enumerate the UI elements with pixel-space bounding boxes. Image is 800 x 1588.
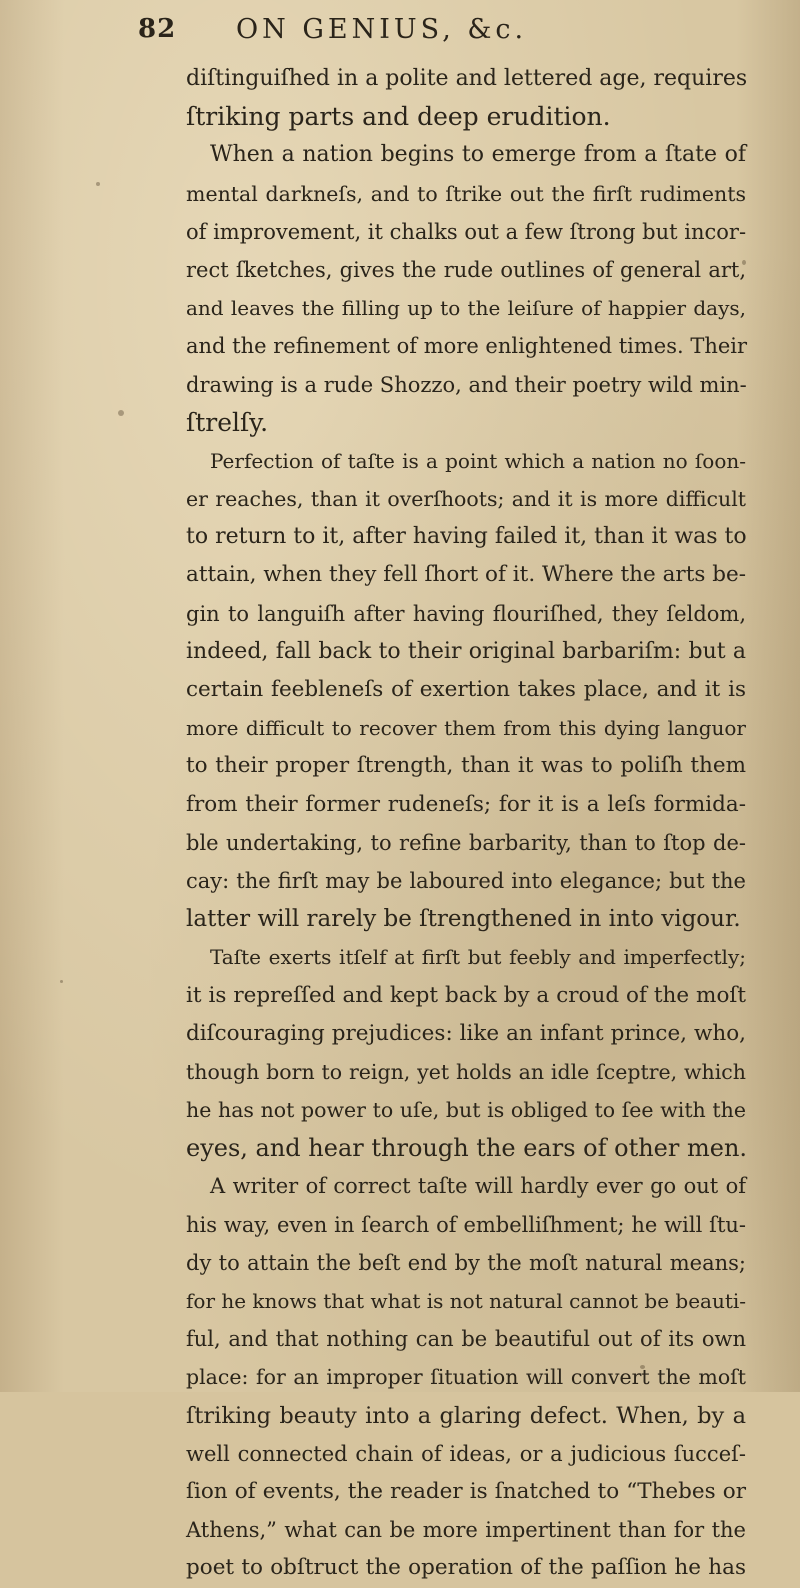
text-line: cay: the firſt may be laboured into elegance; but the xyxy=(186,868,746,893)
text-line: drawing is a rude Shozzo, and their poetry wild min- xyxy=(186,372,747,397)
text-line: latter will rarely be ſtrengthened in into vigour. xyxy=(186,906,741,933)
text-line: mental darkneſs, and to ſtrike out the firſt rudiments xyxy=(186,181,746,206)
text-line: attain, when they fell ſhort of it. Where the arts be- xyxy=(186,562,746,588)
text-line: Taſte exerts itſelf at firſt but feebly and imperfectly; xyxy=(210,945,746,970)
text-line: ſtriking parts and deep erudition. xyxy=(186,102,611,132)
text-line: from their former rudeneſs; for it is a leſs formida- xyxy=(186,791,746,817)
text-line: Athens,” what can be more impertinent than for the xyxy=(186,1518,746,1543)
text-line: certain feebleneſs of exertion takes place, and it is xyxy=(186,677,746,702)
text-line: dy to attain the beſt end by the moſt natural means; xyxy=(186,1250,746,1275)
text-line: ſion of events, the reader is ſnatched to “Thebes or xyxy=(186,1478,746,1504)
paper-speck xyxy=(96,182,100,186)
running-head-title: ON GENIUS, &c. xyxy=(236,14,528,45)
text-line: of improvement, it chalks out a few ſtrong but incor- xyxy=(186,219,747,244)
text-line: diſcouraging prejudices: like an infant prince, who, xyxy=(186,1020,746,1046)
text-line: Perfection of taſte is a point which a nation no ſoon- xyxy=(210,448,746,473)
page-number: 82 xyxy=(138,14,177,44)
text-line: more difficult to recover them from this dying languor xyxy=(186,716,746,741)
text-line: his way, even in ſearch of embelliſhment; he will ſtu- xyxy=(186,1212,746,1237)
text-line: he has not power to uſe, but is obliged to ſee with the xyxy=(186,1098,746,1123)
paper-speck xyxy=(640,1365,645,1369)
paper-speck xyxy=(60,980,63,983)
text-line: and leaves the filling up to the leiſure of happier days, xyxy=(186,296,746,321)
text-line: to return to it, after having failed it, than it was to xyxy=(186,524,747,550)
text-line: though born to reign, yet holds an idle ſceptre, which xyxy=(186,1059,746,1084)
text-line: er reaches, than it overſhoots; and it is more difficult xyxy=(186,487,746,512)
text-line: to their proper ſtrength, than it was to poliſh them xyxy=(186,753,746,779)
text-line: ful, and that nothing can be beautiful out of its own xyxy=(186,1327,746,1352)
paper-speck xyxy=(742,260,746,265)
text-line: and the refinement of more enlightened times. Their xyxy=(186,334,748,359)
paper-speck xyxy=(118,410,124,416)
text-line: place: for an improper ſituation will convert the moſt xyxy=(186,1365,746,1390)
body-text xyxy=(186,60,746,1588)
text-line: A writer of correct taſte will hardly ever go out of xyxy=(210,1174,746,1199)
text-line: rect ſketches, gives the rude outlines of general art, xyxy=(186,257,746,282)
text-line: indeed, fall back to their original barbariſm: but a xyxy=(186,638,746,664)
text-line: eyes, and hear through the ears of other men. xyxy=(186,1134,748,1163)
running-head xyxy=(0,10,800,52)
text-line: diſtinguiſhed in a polite and lettered age, requires xyxy=(186,66,748,91)
text-line: ble undertaking, to refine barbarity, than to ſtop de- xyxy=(186,830,746,855)
text-line: gin to languiſh after having flouriſhed, they ſeldom, xyxy=(186,601,746,626)
text-line: for he knows that what is not natural cannot be beauti- xyxy=(186,1289,747,1313)
text-line: ſtrelſy. xyxy=(186,407,269,437)
text-line: ſtriking beauty into a glaring defect. When, by a xyxy=(186,1402,746,1429)
text-line: well connected chain of ideas, or a judicious ſucceſ- xyxy=(186,1441,746,1466)
text-line: it is repreſſed and kept back by a croud of the moſt xyxy=(186,982,746,1008)
text-line: When a nation begins to emerge from a ſtate of xyxy=(210,142,746,168)
text-line: poet to obſtruct the operation of the paſſion he has xyxy=(186,1555,746,1581)
